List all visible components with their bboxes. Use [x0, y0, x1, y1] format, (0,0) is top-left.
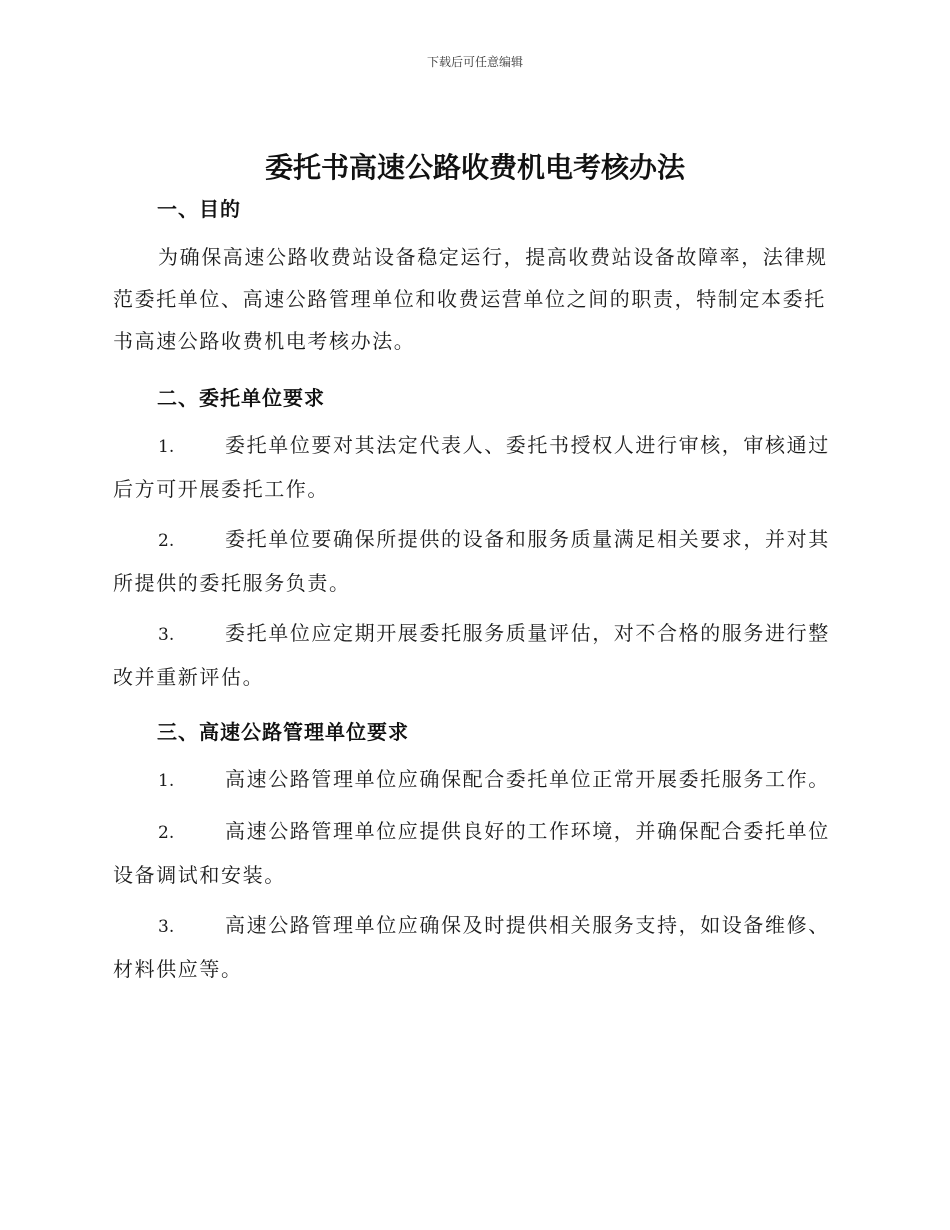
item-text: 高速公路管理单位应确保配合委托单位正常开展委托服务工作。 [225, 767, 830, 791]
item-text: 委托单位要对其法定代表人、委托书授权人进行审核，审核通过后方可开展委托工作。 [113, 433, 830, 501]
list-item [113, 424, 833, 510]
list-item [113, 810, 833, 896]
paragraph-text: 为确保高速公路收费站设备稳定运行，提高收费站设备故障率，法律规范委托单位、高速公路管理单位和收费运营单位之间的职责，特制定本委托书高速公路收费机电考核办法。 [113, 245, 828, 353]
document-title: 委托书高速公路收费机电考核办法 [264, 151, 685, 184]
header-note: 下载后可任意编辑 [426, 55, 523, 69]
section-heading-purpose: 一、目的 [157, 197, 241, 221]
item-number: 1. [158, 437, 175, 457]
item-number: 2. [158, 823, 175, 843]
item-number: 2. [158, 531, 175, 551]
item-text: 高速公路管理单位应提供良好的工作环境，并确保配合委托单位设备调试和安装。 [113, 819, 830, 887]
item-number: 1. [158, 771, 175, 791]
list-item [113, 612, 833, 698]
section-heading-client-requirements: 二、委托单位要求 [157, 386, 325, 410]
item-text: 高速公路管理单位应确保及时提供相关服务支持，如设备维修、材料供应等。 [113, 913, 830, 981]
section-heading-highway-management-requirements: 三、高速公路管理单位要求 [157, 720, 409, 744]
item-text: 委托单位应定期开展委托服务质量评估，对不合格的服务进行整改并重新评估。 [113, 621, 830, 689]
list-item [113, 758, 833, 802]
list-item [113, 518, 833, 604]
item-number: 3. [158, 625, 175, 645]
item-number: 3. [158, 917, 175, 937]
item-text: 委托单位要确保所提供的设备和服务质量满足相关要求，并对其所提供的委托服务负责。 [113, 527, 830, 595]
list-item [113, 904, 833, 990]
section-paragraph-purpose [113, 236, 833, 362]
